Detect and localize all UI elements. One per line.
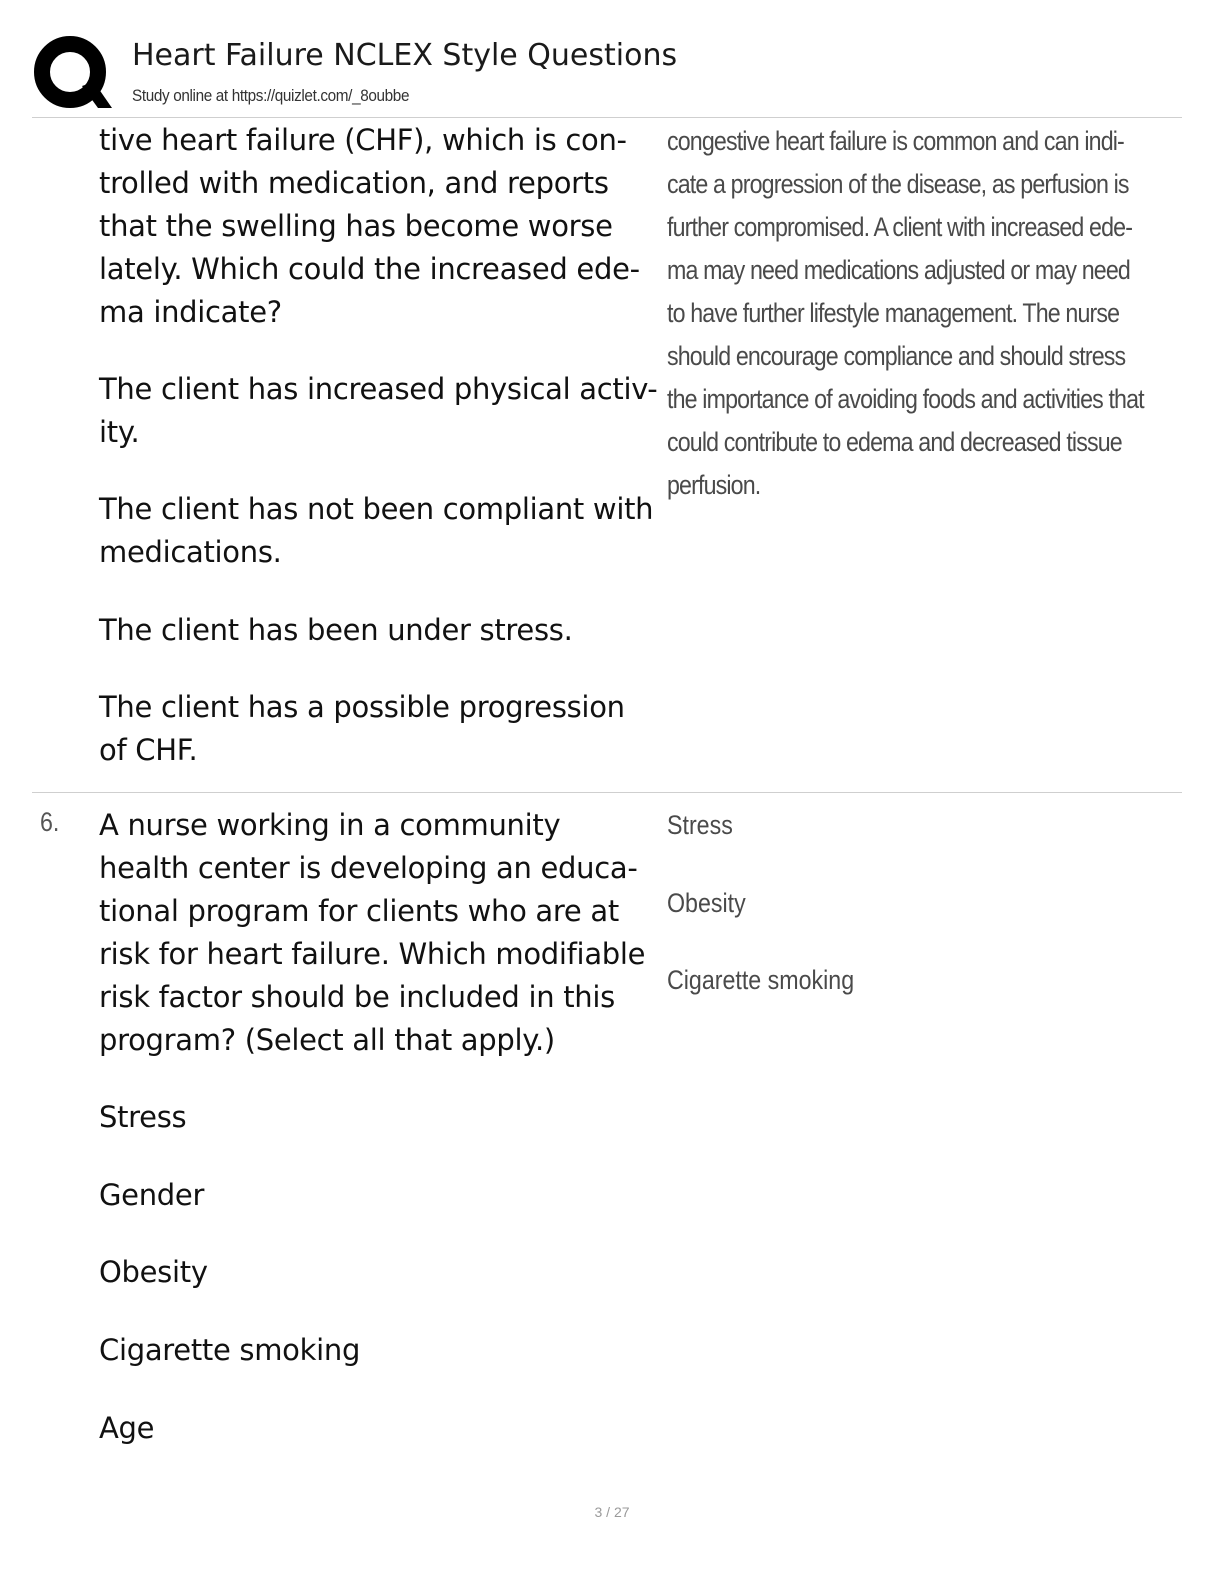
question-line: A nurse working in a community [99, 808, 561, 842]
question-5-option [99, 609, 669, 652]
option-line: of CHF. [99, 733, 198, 767]
question-6-number: 6. [40, 807, 60, 837]
definition-line: further compromised. A client with increased ede- [667, 212, 1133, 242]
question-5-option [99, 488, 669, 574]
definition-line: ma may need medications adjusted or may need [667, 255, 1130, 285]
option-line: The client has a possible progression [99, 690, 625, 724]
question-divider [32, 792, 1182, 793]
definition-line: should encourage compliance and should stress [667, 341, 1126, 371]
header-divider [32, 117, 1182, 118]
option-line: medications. [99, 535, 282, 569]
question-6-option: Age [99, 1411, 155, 1445]
definition-line: congestive heart failure is common and can indi- [667, 126, 1124, 156]
option-line: The client has increased physical activ- [99, 372, 658, 406]
option-line: The client has been under stress. [99, 613, 573, 647]
question-line: lately. Which could the increased ede- [99, 252, 640, 286]
question-5-definition [667, 120, 1144, 507]
question-5-option [99, 686, 669, 772]
question-line: tive heart failure (CHF), which is con- [99, 123, 627, 157]
quizlet-logo-icon [32, 34, 112, 114]
definition-line: could contribute to edema and decreased tissue [667, 427, 1122, 457]
document-header [32, 34, 1182, 116]
question-6-term [99, 804, 669, 1062]
definition-line: cate a progression of the disease, as perfusion is [667, 169, 1129, 199]
definition-line: to have further lifestyle management. The nurse [667, 298, 1120, 328]
option-line: The client has not been compliant with [99, 492, 654, 526]
question-6-answer: Obesity [667, 888, 746, 918]
question-6-option: Cigarette smoking [99, 1333, 361, 1367]
question-6-answer: Stress [667, 810, 733, 840]
question-5-option [99, 368, 669, 454]
question-6-option: Gender [99, 1178, 205, 1212]
question-6-answer: Cigarette smoking [667, 965, 855, 995]
definition-line: perfusion. [667, 470, 761, 500]
question-6-option: Stress [99, 1100, 187, 1134]
question-5-term [99, 119, 669, 334]
question-line: risk factor should be included in this [99, 980, 615, 1014]
document-title: Heart Failure NCLEX Style Questions [132, 38, 678, 73]
question-line: program? (Select all that apply.) [99, 1023, 555, 1057]
question-line: ma indicate? [99, 295, 282, 329]
question-line: that the swelling has become worse [99, 209, 613, 243]
question-line: health center is developing an educa- [99, 851, 638, 885]
question-6-option: Obesity [99, 1255, 208, 1289]
option-line: ity. [99, 415, 140, 449]
page-number: 3 / 27 [594, 1504, 630, 1520]
question-line: tional program for clients who are at [99, 894, 619, 928]
question-line: trolled with medication, and reports [99, 166, 609, 200]
question-line: risk for heart failure. Which modifiable [99, 937, 646, 971]
study-online-link[interactable]: Study online at https://quizlet.com/_8oubbe [132, 86, 410, 105]
definition-line: the importance of avoiding foods and activities that [667, 384, 1144, 414]
